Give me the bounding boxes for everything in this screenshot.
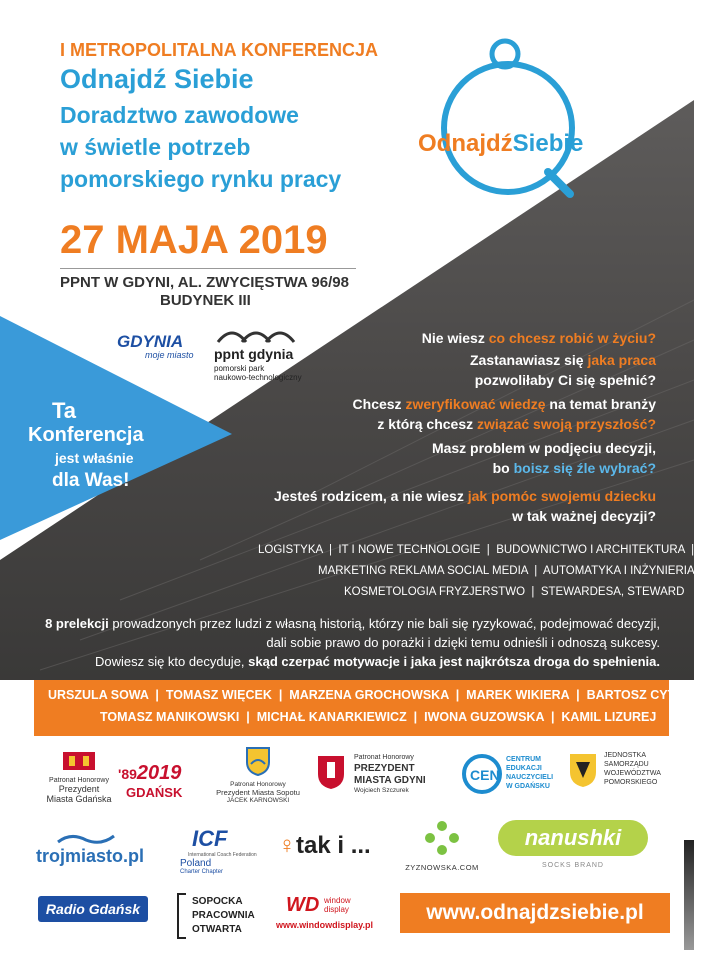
tagline-line-3: jest właśnie	[55, 450, 134, 466]
event-date: 27 MAJA 2019	[60, 218, 328, 262]
question-5b: w tak ważnej decyzji?	[512, 508, 656, 524]
speakers-bar	[34, 680, 727, 736]
tagline-line-2: Konferencja	[28, 424, 144, 446]
question-4: Masz problem w podjęciu decyzji,	[431, 440, 656, 456]
ppnt-sub-1: pomorski park	[214, 364, 265, 373]
sopocka-logo: SOPOCKA PRACOWNIA OTWARTA	[176, 892, 266, 942]
tagline-line-1: Ta	[52, 398, 77, 423]
print-color-strip	[684, 840, 694, 950]
gdansk-crest-icon	[59, 750, 99, 772]
sector-row-3: KOSMETOLOGIA FRYZJERSTWO | STEWARDESA, STEWARD	[344, 586, 685, 598]
ppnt-sub-2: naukowo-technologiczny	[214, 373, 302, 382]
event-logo	[420, 32, 610, 202]
zyznowska-logo: ZYZNOWSKA.COM	[404, 820, 480, 876]
gdansk-patron-logo: Patronat Honorowy Prezydent Miasta Gdańska	[44, 750, 114, 810]
gdansk-2019-logo: '892019 GDAŃSK	[118, 762, 183, 800]
question-1: Nie wiesz co chcesz robić w życiu?	[421, 330, 656, 346]
question-3b: z którą chcesz związać swoją przyszłość?	[377, 416, 656, 432]
logo-word-1: Odnajdź	[418, 130, 513, 157]
sector-row-2: MARKETING REKLAMA SOCIAL MEDIA | AUTOMATYKA I INŻYNIERIA |	[318, 565, 704, 577]
sopot-crest-icon	[245, 746, 271, 776]
nanushki-logo: nanushki SOCKS BRAND	[498, 820, 648, 876]
pomorskie-crest-icon	[568, 752, 598, 788]
gdynia-tagline: moje miasto	[145, 350, 194, 360]
sopot-patron-logo: Patronat Honorowy Prezydent Miasta Sopotu JACEK KARNOWSKI	[204, 746, 312, 808]
date-underline	[60, 268, 356, 269]
description-line-1: 8 prelekcji prowadzonych przez ludzi z własną historią, którzy nie bali się ryzykować, podejmować decyzji,	[45, 616, 660, 631]
samorzad-logo: JEDNOSTKA SAMORZĄDU WOJEWÓDZTWA POMORSKIEGO	[568, 752, 678, 796]
description-line-3: Dowiesz się kto decyduje, skąd czerpać motywacje i jaka jest najkrótsza droga do spełnienia.	[94, 654, 660, 669]
venue-line-2: BUDYNEK III	[160, 292, 251, 309]
taki-person-icon: ♀	[278, 832, 296, 859]
question-5: Jesteś rodzicem, a nie wiesz jak pomóc swojemu dziecku	[273, 488, 656, 504]
ceen-mark-text: CEN	[470, 767, 500, 783]
taki-logo: ♀tak i ...	[278, 832, 371, 859]
venue-line-1: PPNT W GDYNI, AL. ZWYCIĘSTWA 96/98	[60, 274, 349, 291]
gdynia-patron-logo: Patronat Honorowy PREZYDENT MIASTA GDYNI Wojciech Szczurek	[316, 754, 456, 798]
question-4b: bo boisz się źle wybrać?	[492, 460, 656, 476]
radio-gdansk-logo: Radio Gdańsk	[38, 896, 148, 922]
trojmiasto-logo: trojmiasto.pl	[36, 832, 166, 872]
logo-word-2: Siebie	[512, 130, 584, 157]
question-2b: pozwoliłaby Ci się spełnić?	[474, 372, 656, 388]
sector-row-1: LOGISTYKA | IT I NOWE TECHNOLOGIE | BUDOWNICTWO I ARCHITEKTURA |	[258, 544, 695, 556]
title-line-4: pomorskiego rynku pracy	[60, 166, 342, 192]
gdynia-crest-icon	[316, 754, 346, 790]
question-3: Chcesz zweryfikować wiedzę na temat branży	[352, 396, 656, 412]
speakers-row-1: URSZULA SOWA | TOMASZ WIĘCEK | MARZENA GROCHOWSKA | MAREK WIKIERA | BARTOSZ CYTROWSKI	[48, 688, 727, 702]
title-line-3: w świetle potrzeb	[60, 134, 251, 160]
ppnt-logo-text: ppnt gdynia	[214, 346, 294, 362]
sopocka-frame-icon	[176, 892, 188, 940]
magnifier-icon	[420, 32, 610, 202]
description-line-2: dali sobie prawo do porażki i dzięki temu odnieśli i odnoszą sukcesy.	[266, 635, 660, 650]
conference-label: I METROPOLITALNA KONFERENCJA	[60, 40, 378, 60]
speakers-row-2: TOMASZ MANIKOWSKI | MICHAŁ KANARKIEWICZ | IWONA GUZOWSKA | KAMIL LIZUREJ	[100, 710, 657, 724]
zyznowska-dots-icon	[422, 820, 462, 858]
title-line-1: Odnajdź Siebie	[60, 64, 254, 94]
tagline-line-4: dla Was!	[52, 470, 130, 491]
ppnt-arches-icon	[214, 324, 298, 344]
title-line-2: Doradztwo zawodowe	[60, 102, 299, 128]
question-2: Zastanawiasz się jaka praca	[469, 352, 656, 368]
trojmiasto-wave-icon	[56, 832, 116, 844]
icf-logo: ICF International Coach Federation Poland Charter Chapter	[180, 826, 257, 875]
website-banner[interactable]: www.odnajdzsiebie.pl	[400, 893, 670, 933]
ceen-logo: CEN CENTRUM EDUKACJI NAUCZYCIELI W GDAŃSKU	[462, 752, 562, 800]
gdynia-logo: GDYNIA	[117, 332, 184, 351]
windowdisplay-logo: WD window display www.windowdisplay.pl	[276, 894, 374, 930]
logo-wordmark	[418, 130, 583, 158]
ceen-mark-icon	[462, 752, 502, 796]
